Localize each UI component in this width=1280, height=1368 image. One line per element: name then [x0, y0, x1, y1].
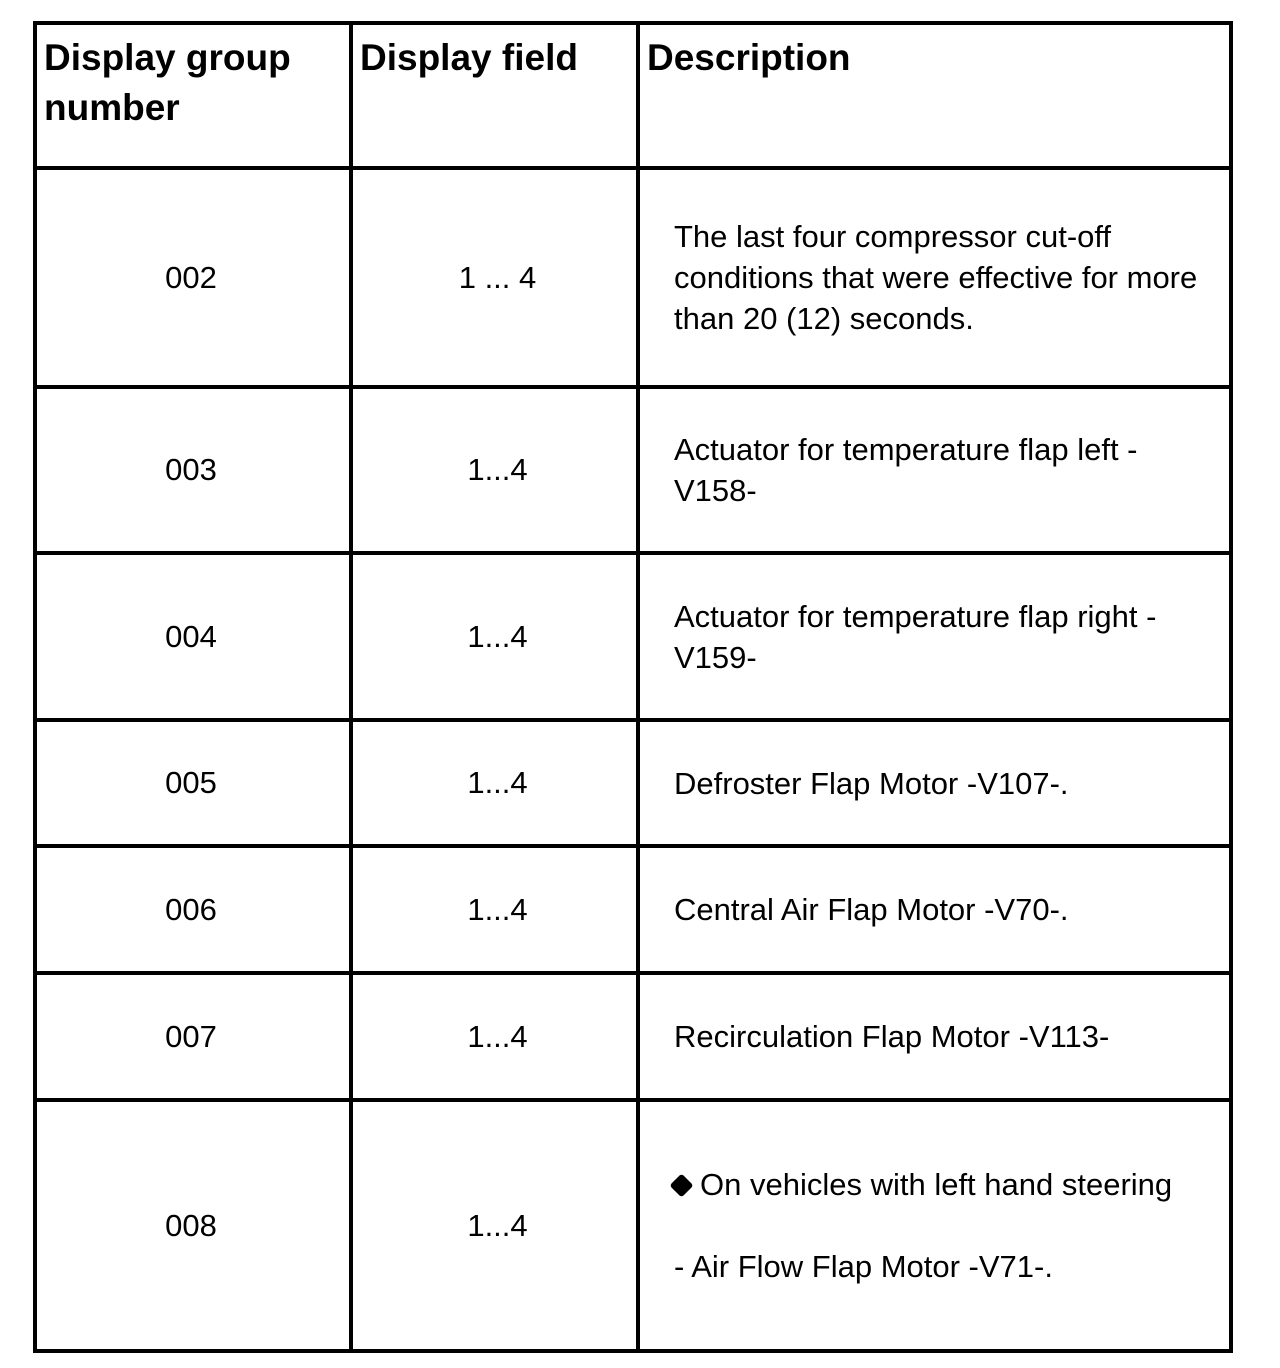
display-field-cell: 1...4: [351, 387, 638, 553]
description-cell: Recirculation Flap Motor -V113-: [638, 973, 1231, 1100]
header-row: [35, 23, 1231, 168]
group-number-cell: 008: [35, 1100, 351, 1351]
group-number-cell: 006: [35, 846, 351, 973]
description-cell: The last four compressor cut-off conditions that were effective for more than 20 (12) seconds.: [638, 168, 1231, 387]
group-number-cell: 003: [35, 387, 351, 553]
bullet-note-text: On vehicles with left hand steering: [700, 1167, 1173, 1202]
header-display-field: Display field: [351, 23, 638, 168]
description-text: - Air Flow Flap Motor -V71-.: [674, 1249, 1053, 1284]
display-field-cell: 1...4: [351, 720, 638, 846]
header-description: Description: [638, 23, 1231, 168]
table-row: [35, 846, 1231, 973]
table-row: [35, 973, 1231, 1100]
table-row: [35, 168, 1231, 387]
description-cell: Actuator for temperature flap left -V158-: [638, 387, 1231, 553]
display-field-cell: 1...4: [351, 553, 638, 720]
display-field-cell: 1...4: [351, 973, 638, 1100]
display-groups-table: [33, 21, 1233, 1353]
group-number-cell: 002: [35, 168, 351, 387]
group-number-cell: 005: [35, 720, 351, 846]
description-cell: Actuator for temperature flap right -V159-: [638, 553, 1231, 720]
display-field-cell: 1...4: [351, 846, 638, 973]
table-row: [35, 1100, 1231, 1351]
display-field-cell: 1...4: [351, 1100, 638, 1351]
note-spacer: [674, 1205, 1199, 1246]
display-field-cell: 1 ... 4: [351, 168, 638, 387]
header-display-group-number: Display group number: [35, 23, 351, 168]
diamond-bullet-icon: [670, 1174, 694, 1198]
description-cell: [638, 1100, 1231, 1351]
table-row: [35, 387, 1231, 553]
group-number-cell: 007: [35, 973, 351, 1100]
group-number-cell: 004: [35, 553, 351, 720]
description-cell: Defroster Flap Motor -V107-.: [638, 720, 1231, 846]
bullet-note: [674, 1164, 1199, 1205]
table-row: [35, 720, 1231, 846]
table-row: [35, 553, 1231, 720]
description-cell: Central Air Flap Motor -V70-.: [638, 846, 1231, 973]
